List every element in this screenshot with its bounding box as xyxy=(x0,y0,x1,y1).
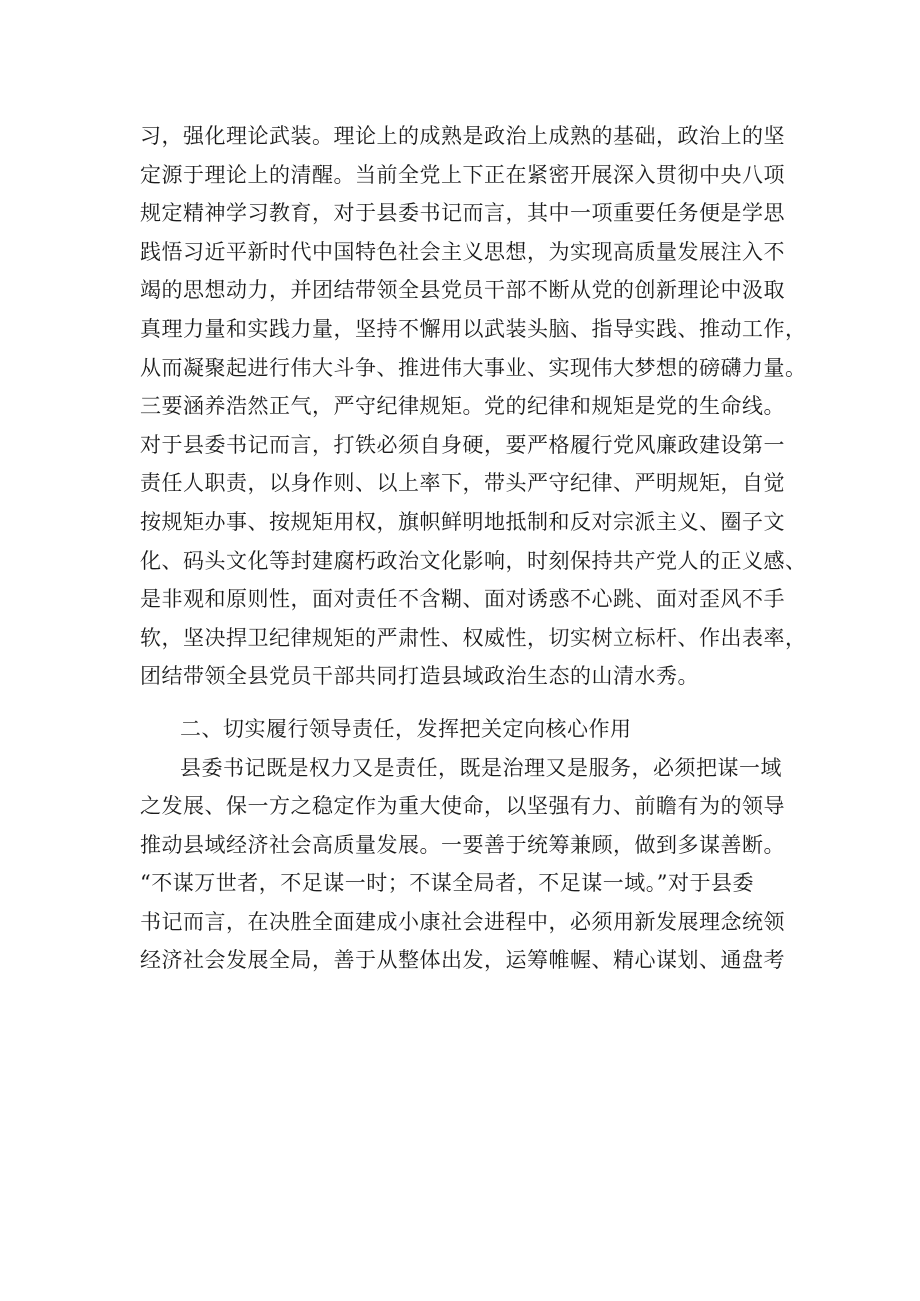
paragraph-2 xyxy=(140,749,790,981)
text-line: 之发展、保一方之稳定作为重大使命，以坚强有力、前瞻有为的领导 xyxy=(140,794,785,819)
text-line: 书记而言，在决胜全面建成小康社会进程中，必须用新发展理念统领 xyxy=(140,909,785,934)
text-line: 经济社会发展全局，善于从整体出发，运筹帷幄、精心谋划、通盘考 xyxy=(140,948,785,973)
text-line: 软，坚决捍卫纪律规矩的严肃性、权威性，切实树立标杆、作出表率， xyxy=(140,625,807,650)
text-line: 真理力量和实践力量，坚持不懈用以武装头脑、指导实践、推动工作， xyxy=(140,316,807,341)
text-line: 习，强化理论武装。理论上的成熟是政治上成熟的基础，政治上的坚 xyxy=(140,124,785,148)
section-heading: 二、切实履行领导责任，发挥把关定向核心作用 xyxy=(180,716,632,741)
text-line: 团结带领全县党员干部共同打造县域政治生态的山清水秀。 xyxy=(140,664,699,689)
text-line: 按规矩办事、按规矩用权，旗帜鲜明地抵制和反对宗派主义、圈子文 xyxy=(140,509,785,534)
text-line: 规定精神学习教育，对于县委书记而言，其中一项重要任务便是学思 xyxy=(140,201,785,226)
text-line: 从而凝聚起进行伟大斗争、推进伟大事业、实现伟大梦想的磅礴力量。 xyxy=(140,355,807,380)
text-line: “不谋万世者，不足谋一时；不谋全局者，不足谋一域。”对于县委 xyxy=(140,871,754,896)
text-line: 三要涵养浩然正气，严守纪律规矩。党的纪律和规矩是党的生命线。 xyxy=(140,394,785,419)
text-line: 是非观和原则性，面对责任不含糊、面对诱惑不心跳、面对歪风不手 xyxy=(140,587,785,612)
text-line: 定源于理论上的清醒。当前全党上下正在紧密开展深入贯彻中央八项 xyxy=(140,162,785,187)
text-line: 推动县域经济社会高质量发展。一要善于统筹兼顾，做到多谋善断。 xyxy=(140,832,785,857)
text-line: 对于县委书记而言，打铁必须自身硬，要严格履行党风廉政建设第一 xyxy=(140,432,785,457)
text-line: 县委书记既是权力又是责任，既是治理又是服务，必须把谋一域 xyxy=(180,755,782,780)
text-line: 责任人职责，以身作则、以上率下，带头严守纪律、严明规矩，自觉 xyxy=(140,471,785,496)
document-body xyxy=(140,117,807,980)
text-line: 竭的思想动力，并团结带领全县党员干部不断从党的创新理论中汲取 xyxy=(140,278,785,303)
paragraph-gap xyxy=(140,696,790,710)
text-line: 化、码头文化等封建腐朽政治文化影响，时刻保持共产党人的正义感、 xyxy=(140,548,807,573)
paragraph-1 xyxy=(140,117,807,696)
text-line: 践悟习近平新时代中国特色社会主义思想，为实现高质量发展注入不 xyxy=(140,239,785,264)
